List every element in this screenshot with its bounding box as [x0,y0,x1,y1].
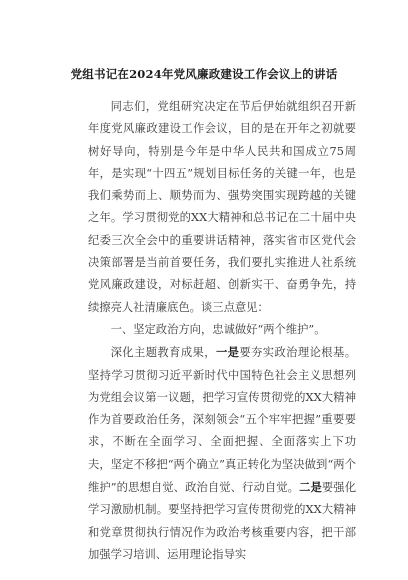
document-title: 党组书记在2024年党风廉政建设工作会议上的讲话 [70,67,338,81]
paragraph-intro-text: 同志们，党组研究决定在节后伊始就组织召开新年度党风廉政建设工作会议，目的是在开年之初就要树好导向，特别是今年是中华人民共和国成立75周年，是实现“十四五”规划目标任务的关键一年，也是我们乘势而上、顺势而为、强势突围实现跨越的关键之年。学习贯彻党的XX大精神和总书记在二十届中央纪委三次全会中的重要讲话精神，落实省市区党代会决策部署是当前首要任务，我们要扎实推进人社系统党风廉政建设，对标赶超、创新实干、奋勇争先，持续擦亮人社清廉底色。谈三点意见： [88,100,356,314]
paragraph-point-2-marker: 二是 [299,480,322,495]
paragraph-point-2-text: 要强化学习激励机制。要坚持把学习宣传贯彻党的XX大精神和党章贯彻执行情况作为政治考核重要内容，把干部加强学习培训、运用理论指导实 [88,481,356,561]
paragraph-point-1-marker: 一是 [215,345,240,360]
paragraph-intro [88,96,356,319]
paragraph-point-1-lead: 深化主题教育成果， [110,346,216,360]
document-body [88,96,356,566]
paragraph-point-1 [88,341,356,566]
section-heading-1-text: 一、坚定政治方向，忠诚做好“两个维护”。 [110,322,326,336]
section-heading-1 [88,319,356,341]
paragraph-point-1-text: 要夯实政治理论根基。坚持学习贯彻习近平新时代中国特色社会主义思想列为党组会议第一议题，把学习宣传贯彻党的XX大精神作为首要政治任务，深刻领会“五个牢牢把握”重要要求，不断在全面学习、全面把握、全面落实上下功夫，坚定不移把“两个确立”真正转化为坚决做到“两个维护”的思想自觉、政治自觉、行动自觉。 [88,346,356,495]
